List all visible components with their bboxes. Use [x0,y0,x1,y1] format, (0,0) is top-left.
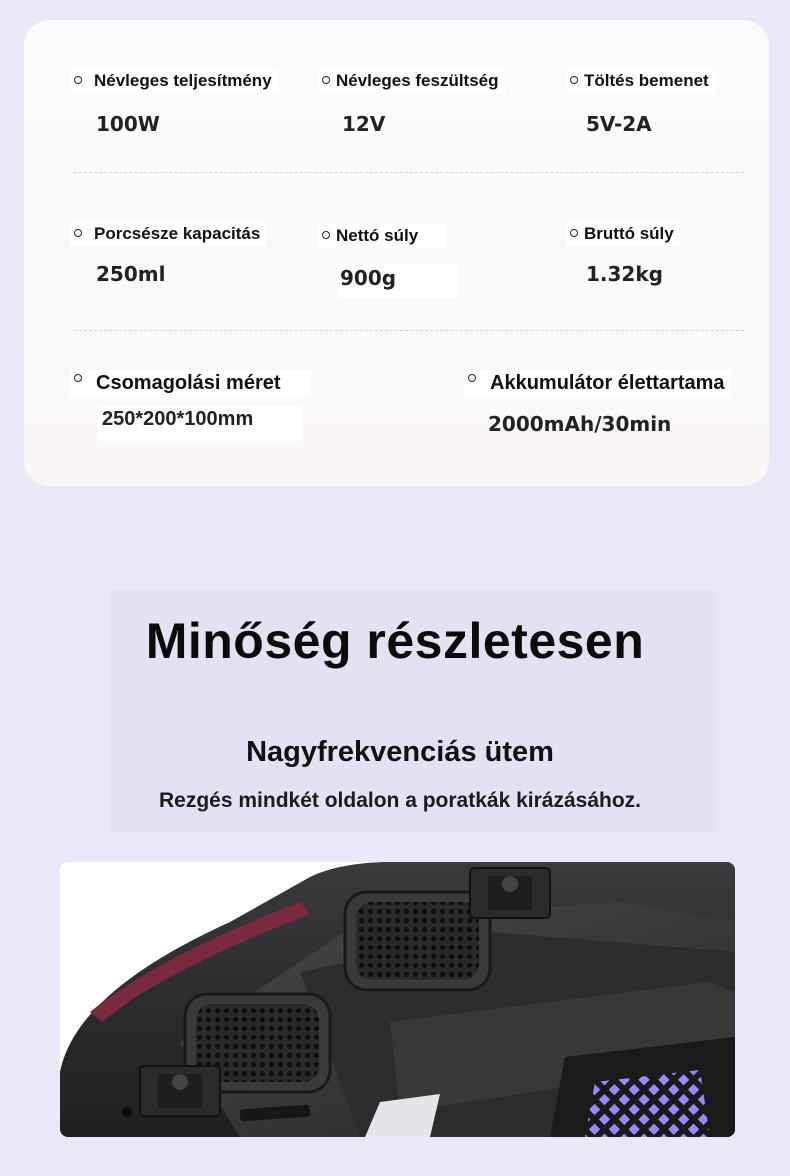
divider [74,172,744,173]
product-photo [60,862,735,1137]
spec-label: Nettó súly [336,226,419,245]
spec-value: 250*200*100mm [98,406,303,441]
spec-label: Porcsésze kapacitás [94,224,261,243]
bullet-icon [322,76,330,84]
spec-value: 5V-2A [586,112,652,136]
spec-value: 900g [338,264,458,298]
clip-right [470,868,550,918]
vibration-pad-upper [345,892,490,990]
bullet-icon [468,374,476,382]
spec-label: Névleges teljesítmény [94,71,272,90]
spec-value: 1.32kg [586,262,663,286]
section-subtitle: Nagyfrekvenciás ütem [246,736,554,768]
bullet-icon [74,374,82,382]
spec-label: Csomagolási méret [96,372,281,394]
bullet-icon [570,229,578,237]
spec-value: 12V [342,112,386,136]
divider [74,330,744,331]
spec-label: Névleges feszültség [336,71,499,90]
section-title: Minőség részletesen [145,613,645,669]
section-description: Rezgés mindkét oldalon a poratkák kirázásához. [159,789,641,812]
spec-label: Akkumulátor élettartama [490,372,725,394]
spec-label: Töltés bemenet [584,71,709,90]
specifications-card [24,20,769,486]
vacuum-device-image [60,862,735,1137]
spec-label: Bruttó súly [584,224,674,243]
spec-value: 100W [96,112,160,136]
spec-value: 250ml [96,262,166,286]
spec-value: 2000mAh/30min [488,412,672,436]
bullet-icon [74,76,82,84]
bullet-icon [322,231,330,239]
bullet-icon [74,229,82,237]
clip-left [140,1066,220,1116]
bullet-icon [570,76,578,84]
